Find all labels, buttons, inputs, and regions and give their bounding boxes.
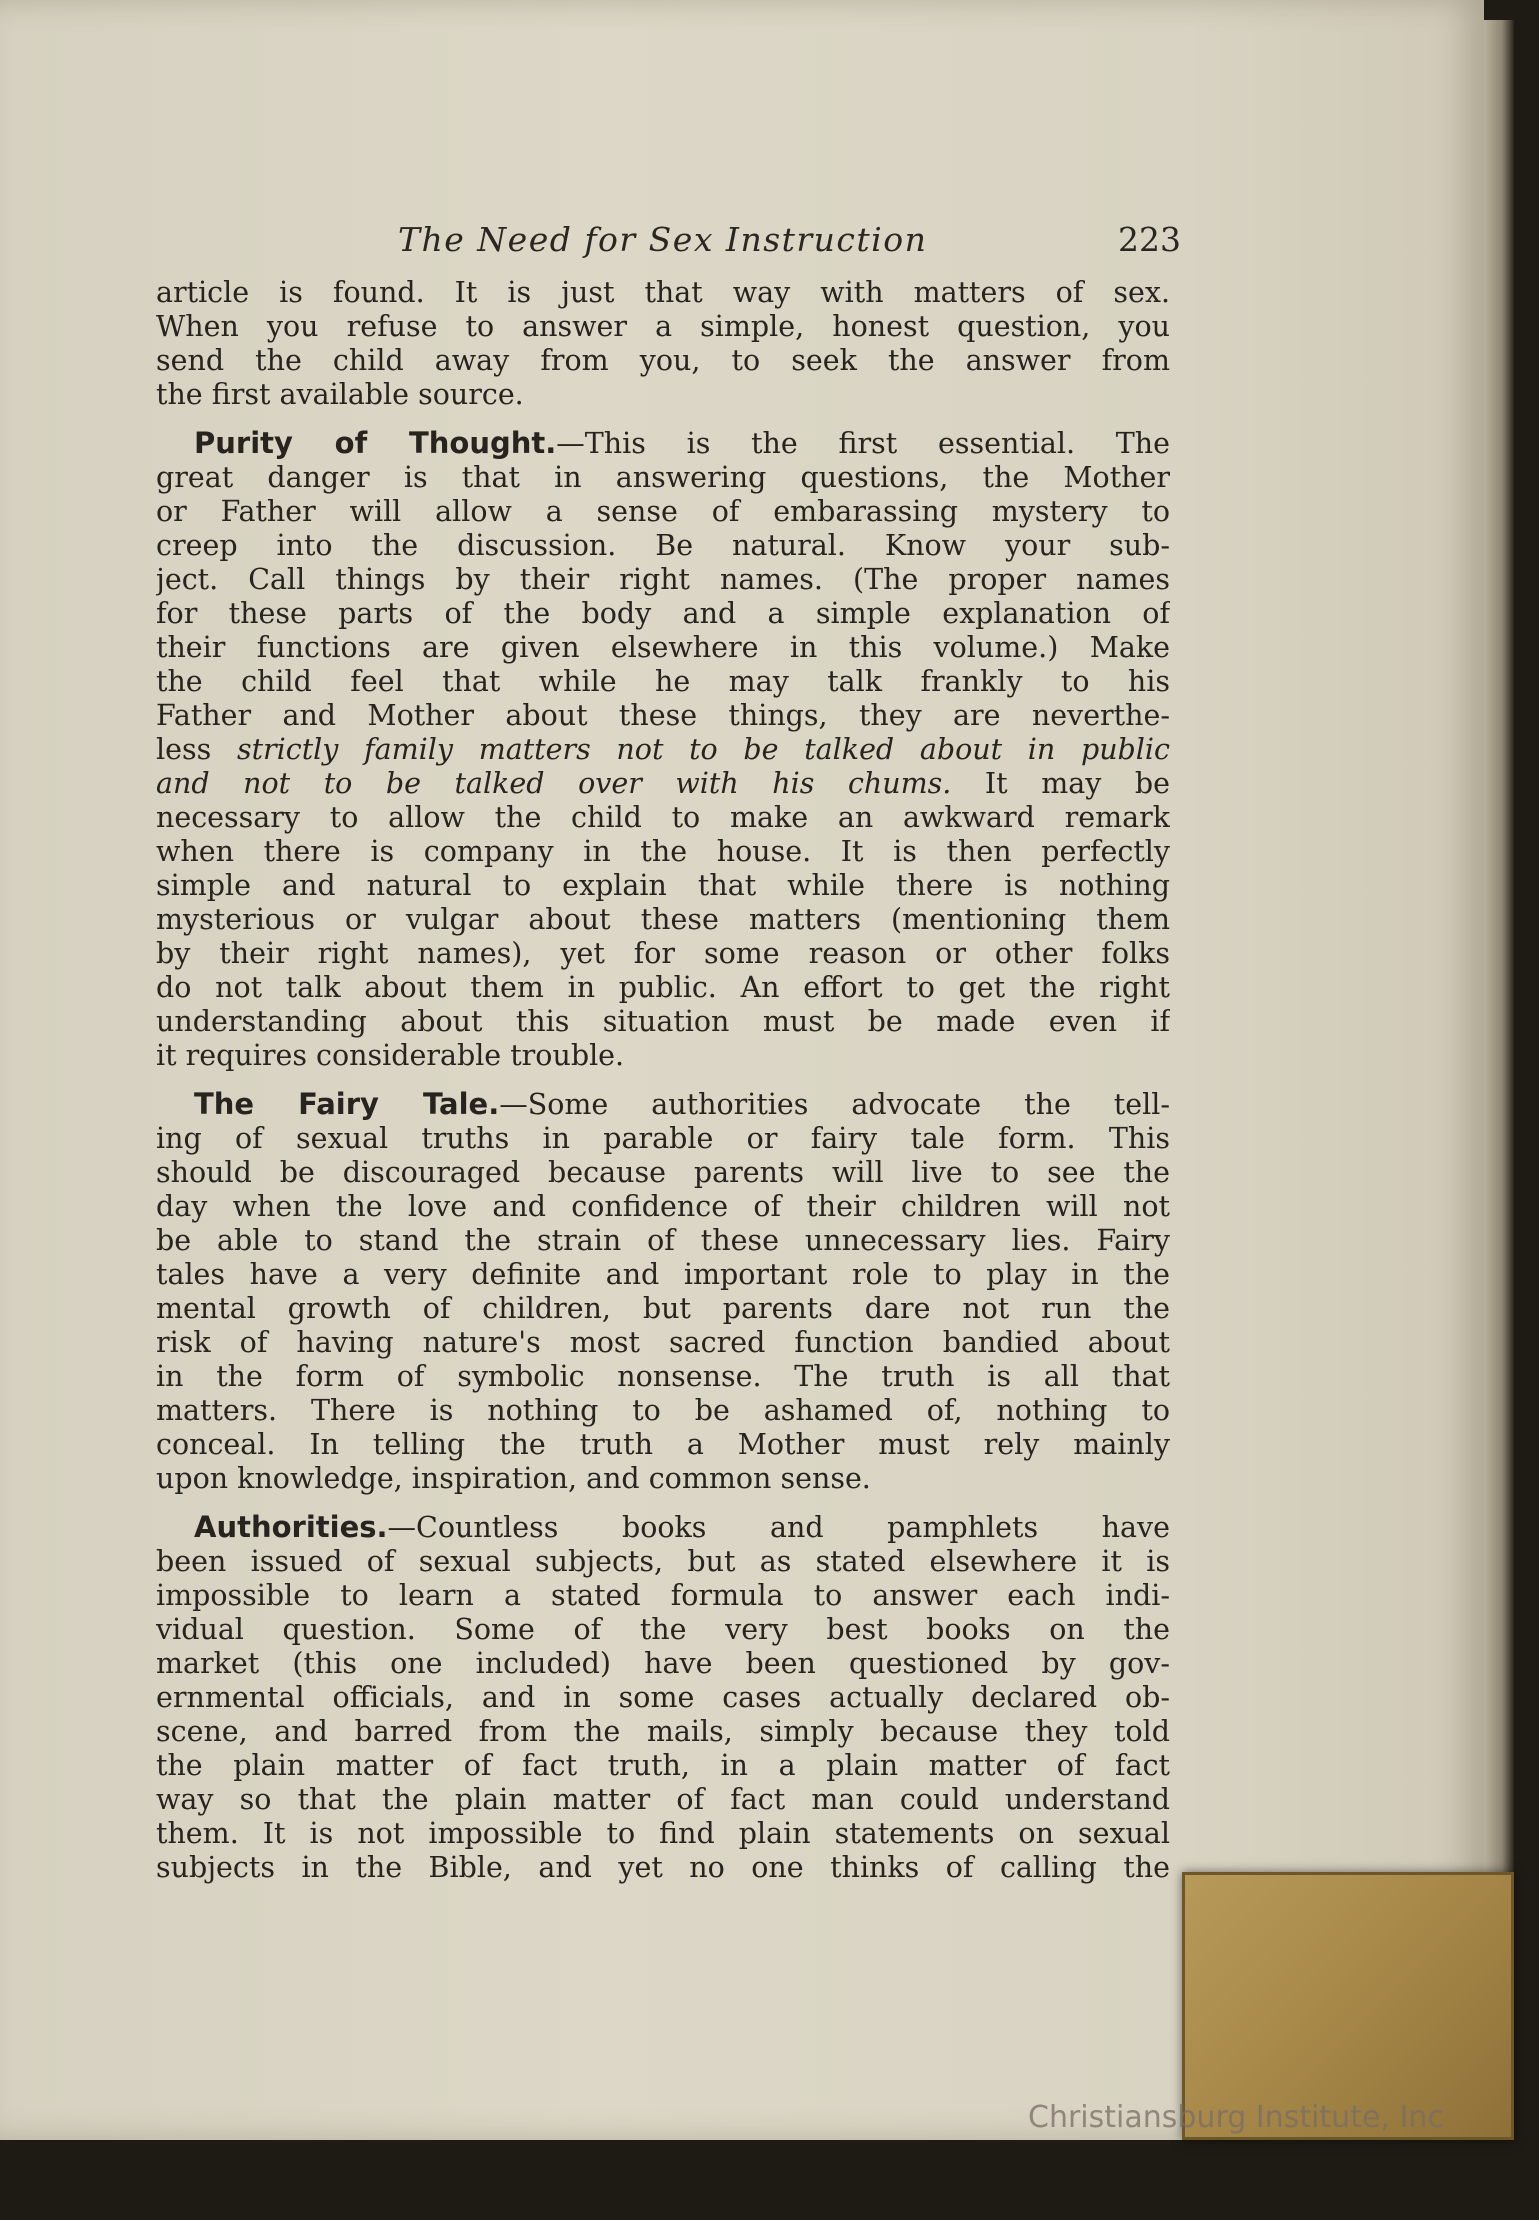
text-line: or Father will allow a sense of embarassing mystery to — [156, 495, 1170, 528]
text-run: —This is the first essential. The — [556, 427, 1170, 460]
italic-text: strictly family matters not to be talked about in public — [236, 733, 1170, 766]
text-line: simple and natural to explain that while there is nothing — [156, 869, 1170, 902]
watermark: Christiansburg Institute, Inc — [1028, 2100, 1444, 2135]
text-line: send the child away from you, to seek the answer from — [156, 344, 1170, 377]
text-line: do not talk about them in public. An effort to get the right — [156, 971, 1170, 1004]
text-line: When you refuse to answer a simple, honest question, you — [156, 310, 1170, 343]
text-line: in the form of symbolic nonsense. The truth is all that — [156, 1360, 1170, 1393]
text-line: way so that the plain matter of fact man could understand — [156, 1783, 1170, 1816]
text-line — [156, 1510, 1170, 1545]
text-line: mental growth of children, but parents dare not run the — [156, 1292, 1170, 1325]
text-line: day when the love and confidence of their children will not — [156, 1190, 1170, 1223]
text-run: —Countless books and pamphlets have — [387, 1511, 1170, 1544]
text-line: be able to stand the strain of these unnecessary lies. Fairy — [156, 1224, 1170, 1257]
text-run: —Some authorities advocate the tell- — [499, 1088, 1170, 1121]
text-line — [156, 733, 1170, 767]
text-line: when there is company in the house. It is then perfectly — [156, 835, 1170, 868]
paragraph-purity-of-thought — [156, 426, 1170, 1073]
text-line: should be discouraged because parents will live to see the — [156, 1156, 1170, 1189]
text-line: vidual question. Some of the very best books on the — [156, 1613, 1170, 1646]
text-line: for these parts of the body and a simple explanation of — [156, 597, 1170, 630]
running-head — [0, 220, 1300, 270]
paragraph-authorities — [156, 1510, 1170, 1885]
body-text — [156, 276, 1170, 1899]
text-line: Father and Mother about these things, they are neverthe- — [156, 699, 1170, 732]
text-line: them. It is not impossible to find plain statements on sexual — [156, 1817, 1170, 1850]
text-line: their functions are given elsewhere in this volume.) Make — [156, 631, 1170, 664]
section-heading: Purity of Thought. — [194, 426, 557, 460]
text-line: upon knowledge, inspiration, and common sense. — [156, 1462, 871, 1495]
text-line: conceal. In telling the truth a Mother must rely mainly — [156, 1428, 1170, 1461]
text-line: ject. Call things by their right names. (The proper names — [156, 563, 1170, 596]
text-line: scene, and barred from the mails, simply because they told — [156, 1715, 1170, 1748]
text-line: market (this one included) have been questioned by gov- — [156, 1647, 1170, 1680]
text-line: article is found. It is just that way with matters of sex. — [156, 276, 1170, 309]
text-line: creep into the discussion. Be natural. Know your sub- — [156, 529, 1170, 562]
section-heading: The Fairy Tale. — [194, 1087, 500, 1121]
text-line: necessary to allow the child to make an awkward remark — [156, 801, 1170, 834]
paragraph-continuation — [156, 276, 1170, 412]
text-line — [156, 426, 1170, 461]
text-line: it requires considerable trouble. — [156, 1039, 625, 1072]
text-line: the first available source. — [156, 378, 524, 411]
text-run: It may be — [951, 767, 1170, 800]
text-line: been issued of sexual subjects, but as stated elsewhere it is — [156, 1545, 1170, 1578]
text-line — [156, 767, 1170, 801]
page-edge — [1484, 20, 1514, 2130]
text-line: the child feel that while he may talk frankly to his — [156, 665, 1170, 698]
running-title: The Need for Sex Instruction — [398, 220, 928, 259]
text-line: ernmental officials, and in some cases actually declared ob- — [156, 1681, 1170, 1714]
page-number: 223 — [1118, 220, 1181, 259]
section-heading: Authorities. — [194, 1510, 388, 1544]
text-line: mysterious or vulgar about these matters (mentioning them — [156, 903, 1170, 936]
text-line: matters. There is nothing to be ashamed of, nothing to — [156, 1394, 1170, 1427]
paragraph-fairy-tale — [156, 1087, 1170, 1496]
text-line: tales have a very definite and important role to play in the — [156, 1258, 1170, 1291]
text-line: risk of having nature's most sacred function bandied about — [156, 1326, 1170, 1359]
text-line: understanding about this situation must be made even if — [156, 1005, 1170, 1038]
text-line: ing of sexual truths in parable or fairy tale form. This — [156, 1122, 1170, 1155]
text-line: the plain matter of fact truth, in a plain matter of fact — [156, 1749, 1170, 1782]
text-line: by their right names), yet for some reason or other folks — [156, 937, 1170, 970]
text-line: impossible to learn a stated formula to answer each indi- — [156, 1579, 1170, 1612]
text-line: subjects in the Bible, and yet no one thinks of calling the — [156, 1851, 1170, 1884]
text-line — [156, 1087, 1170, 1122]
text-run: less — [156, 733, 237, 766]
text-line: great danger is that in answering questions, the Mother — [156, 461, 1170, 494]
italic-text: and not to be talked over with his chums. — [156, 767, 952, 800]
